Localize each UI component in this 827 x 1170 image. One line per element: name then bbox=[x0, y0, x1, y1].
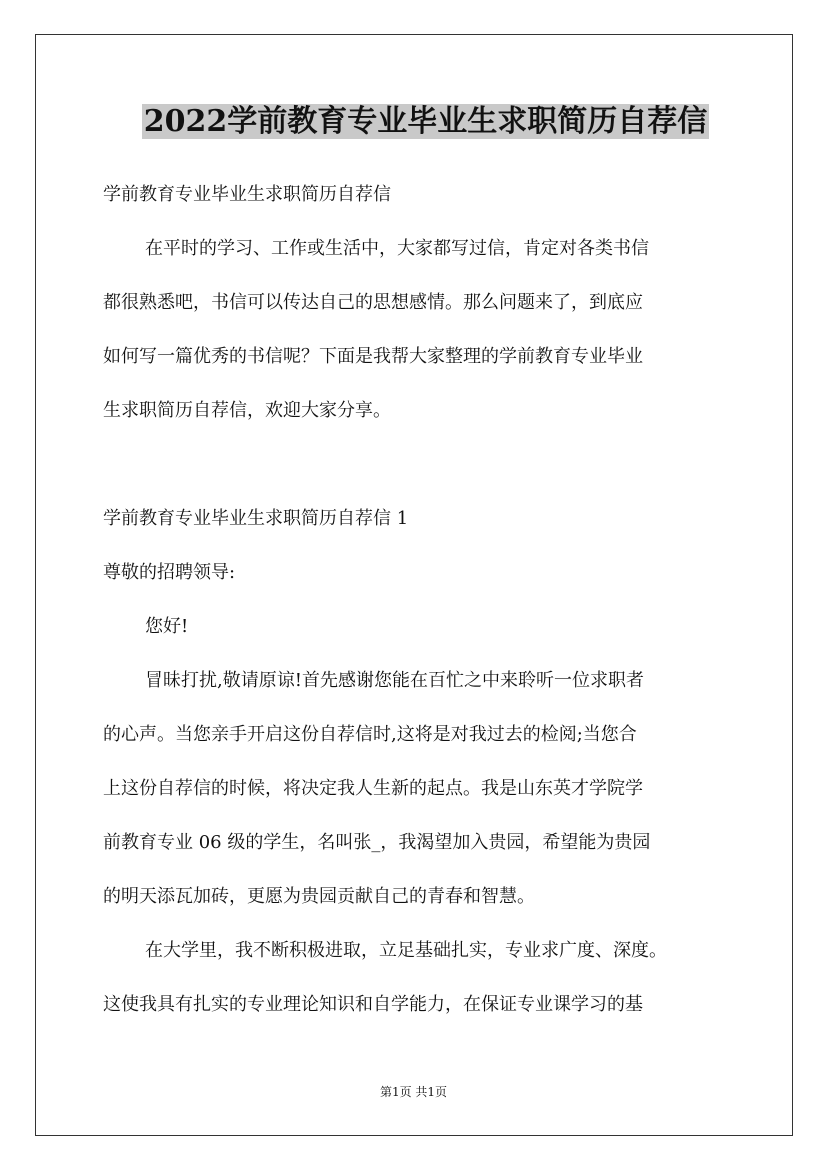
document-title: 2022学前教育专业毕业生求职简历自荐信 bbox=[143, 104, 708, 139]
page-footer: 第1页 共1页 bbox=[379, 1085, 448, 1099]
document-subtitle: 学前教育专业毕业生求职简历自荐信 bbox=[103, 184, 391, 205]
salutation: 尊敬的招聘领导: bbox=[103, 562, 236, 583]
intro-line: 在平时的学习、工作或生活中，大家都写过信，肯定对各类书信 bbox=[145, 238, 649, 259]
document-body bbox=[103, 98, 748, 1032]
paragraph-line: 前教育专业 06 级的学生，名叫张_，我渴望加入贵园，希望能为贵园 bbox=[103, 832, 651, 853]
paragraph-line: 这使我具有扎实的专业理论知识和自学能力，在保证专业课学习的基 bbox=[103, 994, 643, 1015]
paragraph-line: 上这份自荐信的时候，将决定我人生新的起点。我是山东英才学院学 bbox=[103, 778, 643, 799]
letter-title: 学前教育专业毕业生求职简历自荐信 1 bbox=[103, 508, 409, 529]
paragraph-line: 的心声。当您亲手开启这份自荐信时,这将是对我过去的检阅;当您合 bbox=[103, 724, 637, 745]
paragraph-line: 的明天添瓦加砖，更愿为贵园贡献自己的青春和智慧。 bbox=[103, 886, 535, 907]
intro-line: 生求职简历自荐信，欢迎大家分享。 bbox=[103, 400, 391, 421]
intro-line: 都很熟悉吧，书信可以传达自己的思想感情。那么问题来了，到底应 bbox=[103, 292, 643, 313]
intro-line: 如何写一篇优秀的书信呢？下面是我帮大家整理的学前教育专业毕业 bbox=[103, 346, 643, 367]
blank-line bbox=[103, 438, 748, 492]
greeting: 您好! bbox=[145, 616, 189, 637]
paragraph-line: 在大学里，我不断积极进取，立足基础扎实，专业求广度、深度。 bbox=[145, 940, 667, 961]
paragraph-line: 冒昧打扰,敬请原谅!首先感谢您能在百忙之中来聆听一位求职者 bbox=[145, 670, 644, 691]
